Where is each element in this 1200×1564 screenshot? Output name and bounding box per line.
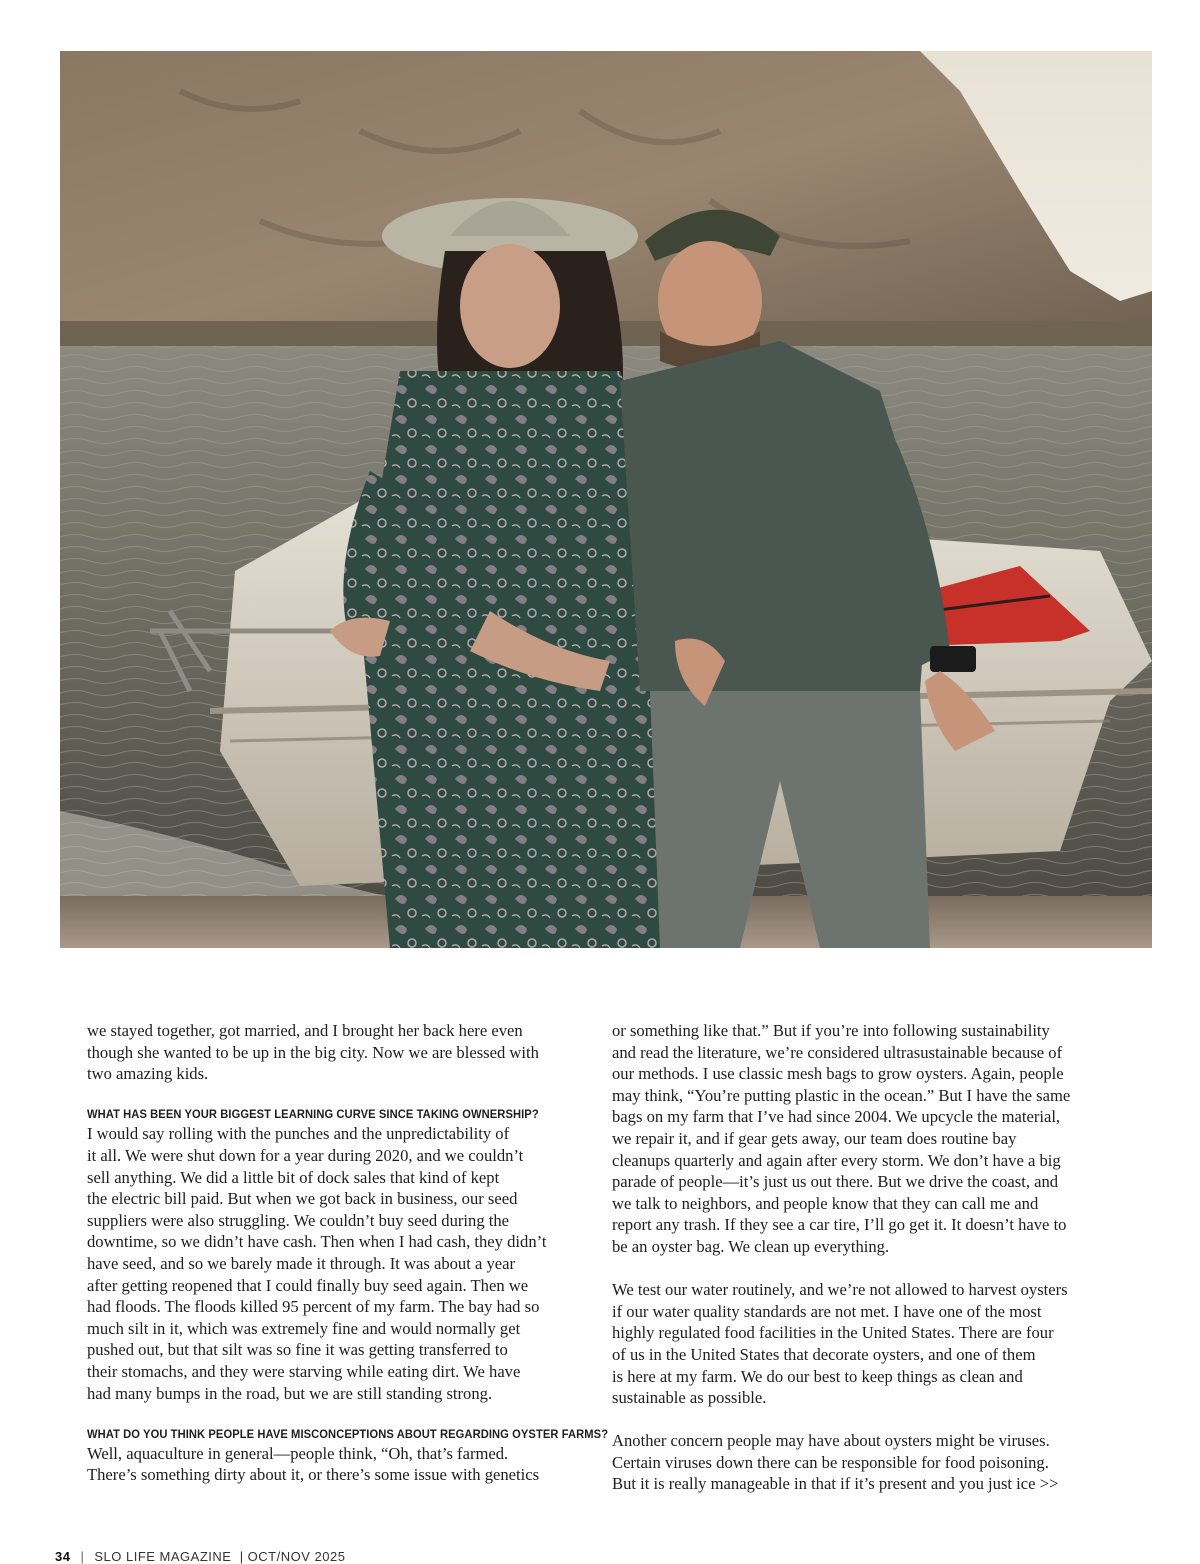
page-number: 34 bbox=[55, 1549, 71, 1564]
interview-question: WHAT HAS BEEN YOUR BIGGEST LEARNING CURVE SINCE TAKING OWNERSHIP? bbox=[87, 1107, 539, 1122]
magazine-name: SLO LIFE MAGAZINE bbox=[94, 1549, 232, 1564]
issue-date: | OCT/NOV 2025 bbox=[239, 1549, 346, 1564]
paragraph: Well, aquaculture in general—people think, “Oh, that’s farmed. There’s something dirty about it, or there’s some issue with genetics bbox=[87, 1443, 540, 1485]
paragraph: we stayed together, got married, and I brought her back here even though she wanted to be up in the big city. Now we are blessed with two amazing kids. bbox=[87, 1021, 539, 1084]
page-footer bbox=[55, 1549, 345, 1564]
footer-separator: | bbox=[80, 1549, 85, 1564]
article-column-left bbox=[87, 1020, 609, 1486]
paragraph: Another concern people may have about oysters might be viruses. Certain viruses down there can be responsible for food poisoning. But it is really manageable in that if it’s present and you just ice >> bbox=[612, 1431, 1059, 1494]
paragraph: We test our water routinely, and we’re not allowed to harvest oysters if our water quality standards are not met. I have one of the most highly regulated food facilities in the United States. There are four of us in the United States that decorate oysters, and one of them is here at my farm. We do our best to keep things as clean and sustainable as possible. bbox=[612, 1280, 1068, 1408]
paragraph: I would say rolling with the punches and the unpredictability of it all. We were shut down for a year during 2020, and we couldn’t sell anything. We did a little bit of dock sales that kind of kept the electric bill paid. But when we got back in business, our seed suppliers were also struggling. We couldn’t buy seed during the downtime, so we didn’t have cash. Then when I had cash, they didn’t have seed, and so we barely made it through. It was about a year after getting reopened that I could finally buy seed again. Then we had floods. The floods killed 95 percent of my farm. The bay had so much silt in it, which was extremely fine and would normally get pushed out, but that silt was so fine it was getting transferred to their stomachs, and they were starving while eating dirt. We have had many bumps in the road, but we are still standing strong. bbox=[87, 1124, 547, 1403]
article-column-right bbox=[612, 1020, 1117, 1495]
interview-question: WHAT DO YOU THINK PEOPLE HAVE MISCONCEPTIONS ABOUT REGARDING OYSTER FARMS? bbox=[87, 1426, 609, 1441]
paragraph: or something like that.” But if you’re into following sustainability and read the literature, we’re considered ultrasustainable because of our methods. I use classic mesh bags to grow oysters. Again, people may think, “You’re putting plastic in the ocean.” But I have the same bags on my farm that I’ve had since 2004. We upcycle the material, we repair it, and if gear gets away, our team does routine bay cleanups quarterly and again after every storm. We don’t have a big parade of people—it’s just us out there. But we drive the coast, and we talk to neighbors, and people know that they can call me and report any trash. If they see a car tire, I’ll go get it. It doesn’t have to be an oyster bag. We clean up everything. bbox=[612, 1021, 1071, 1256]
hero-photo bbox=[60, 51, 1152, 948]
